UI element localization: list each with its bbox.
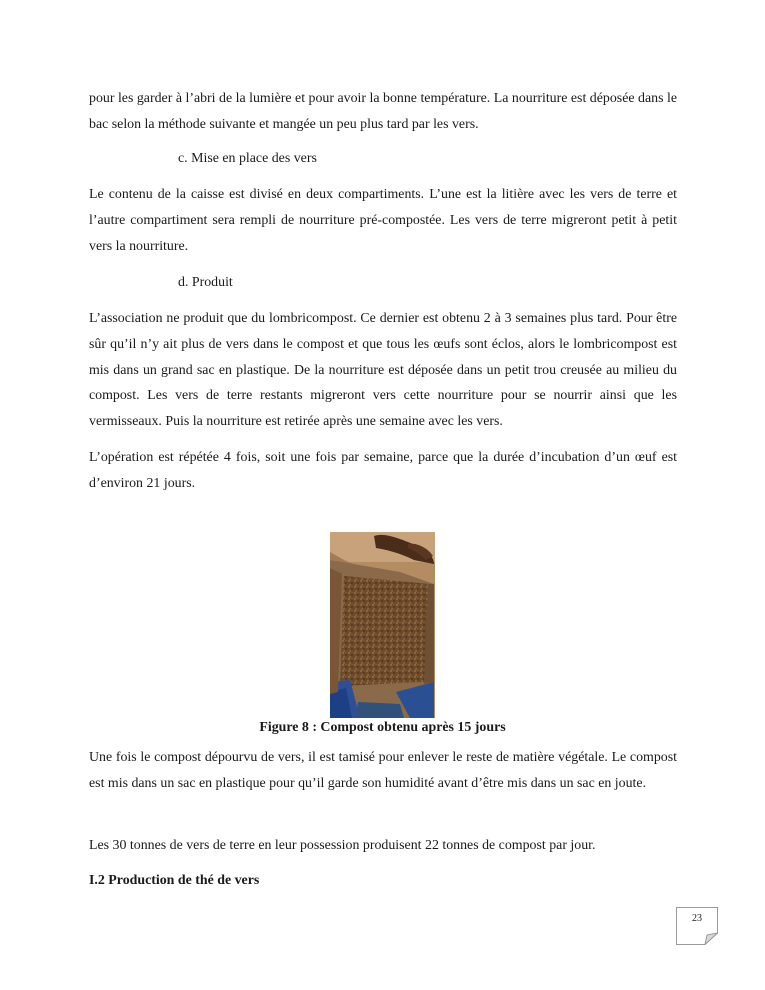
section-heading: I.2 Production de thé de vers xyxy=(89,873,260,888)
paragraph-sieving: Une fois le compost dépourvu de vers, il est tamisé pour enlever le reste de matière végétale. Le compost est mis dans un sac en plastique pour qu’il garde son humidité avant d’être mis dans un sac en joute. xyxy=(89,750,677,791)
paragraph-production: Les 30 tonnes de vers de terre en leur possession produisent 22 tonnes de compost par jour. xyxy=(89,838,596,853)
paragraph-compartments: Le contenu de la caisse est divisé en deux compartiments. L’une est la litière avec les vers de terre et l’autre compartiment sera rempli de nourriture pré-compostée. Les vers de terre migreront petit à petit vers la nourriture. xyxy=(89,187,677,254)
figure-caption: Figure 8 : Compost obtenu après 15 jours xyxy=(259,720,506,735)
paragraph-repetition: L’opération est répétée 4 fois, soit une fois par semaine, parce que la durée d’incubation d’un œuf est d’environ 21 jours. xyxy=(89,450,677,491)
page-number: 23 xyxy=(692,913,702,924)
paragraph-lombricompost: L’association ne produit que du lombricompost. Ce dernier est obtenu 2 à 3 semaines plus tard. Pour être sûr qu’il n’y ait plus de vers dans le compost et que tous les œufs sont éclos, alors le lombricompost est mis dans un grand sac en plastique. De la nourriture est déposée dans un petit trou creusée au milieu du compost. Les vers de terre restants migreront vers cette nourriture pour se nourrir ainsi que les vermisseaux. Puis la nourriture est retirée après une semaine avec les vers. xyxy=(89,311,677,430)
page-number-box xyxy=(676,907,718,945)
compost-photo xyxy=(330,532,435,718)
subheading-c: c. Mise en place des vers xyxy=(178,151,317,166)
paragraph-intro: pour les garder à l’abri de la lumière et pour avoir la bonne température. La nourriture est déposée dans le bac selon la méthode suivante et mangée un peu plus tard par les vers. xyxy=(89,91,677,132)
subheading-d: d. Produit xyxy=(178,275,233,290)
